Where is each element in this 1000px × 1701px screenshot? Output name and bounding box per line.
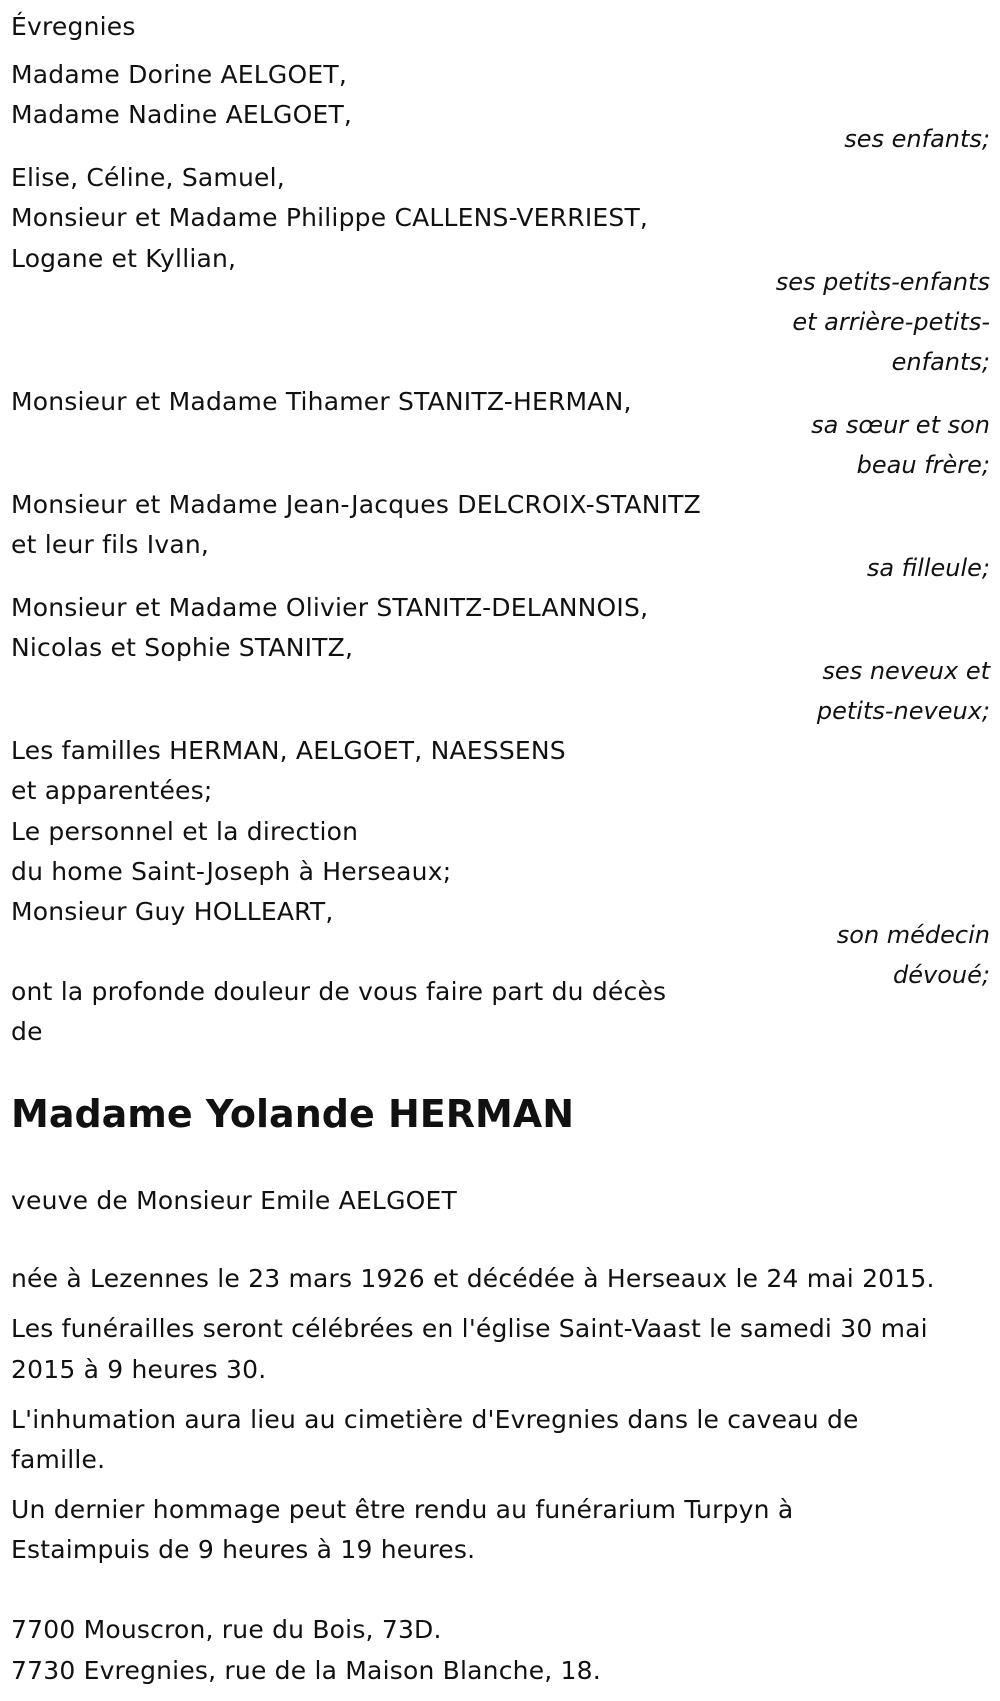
mourner-line: et apparentées; — [11, 776, 213, 805]
mourner-line: Monsieur et Madame Olivier STANITZ-DELANNOIS, — [11, 593, 649, 622]
mourner-line: Le personnel et la direction — [11, 817, 359, 846]
detail-line: née à Lezennes le 23 mars 1926 et décédée à Herseaux le 24 mai 2015. — [11, 1264, 935, 1293]
relation-label: dévoué; — [893, 961, 990, 989]
announcement-line: ont la profonde douleur de vous faire part du décès — [11, 977, 667, 1006]
detail-line: Un dernier hommage peut être rendu au funérarium Turpyn à — [11, 1495, 794, 1524]
detail-line: L'inhumation aura lieu au cimetière d'Evregnies dans le caveau de — [11, 1405, 859, 1434]
place-heading: Évregnies — [11, 12, 136, 41]
relation-label: ses petits-enfants — [775, 268, 990, 296]
announcement-line: de — [11, 1017, 43, 1046]
address-line: 7730 Evregnies, rue de la Maison Blanche, 18. — [11, 1656, 601, 1685]
mourner-line: Logane et Kyllian, — [11, 244, 237, 273]
detail-line: Estaimpuis de 9 heures à 19 heures. — [11, 1535, 476, 1564]
mourner-line: Madame Dorine AELGOET, — [11, 60, 347, 89]
mourner-line: Les familles HERMAN, AELGOET, NAESSENS — [11, 736, 566, 765]
mourner-line: Monsieur Guy HOLLEART, — [11, 897, 334, 926]
deceased-name: Madame Yolande HERMAN — [11, 1092, 575, 1136]
mourner-line: du home Saint-Joseph à Herseaux; — [11, 857, 452, 886]
widow-of-line: veuve de Monsieur Emile AELGOET — [11, 1186, 457, 1215]
mourner-line: Monsieur et Madame Tihamer STANITZ-HERMAN, — [11, 387, 632, 416]
mourner-line: Elise, Céline, Samuel, — [11, 163, 285, 192]
relation-label: enfants; — [891, 348, 990, 376]
mourner-line: et leur fils Ivan, — [11, 530, 210, 559]
mourner-line: Madame Nadine AELGOET, — [11, 100, 353, 129]
detail-line: famille. — [11, 1445, 106, 1474]
address-line: 7700 Mouscron, rue du Bois, 73D. — [11, 1615, 442, 1644]
detail-line: Les funérailles seront célébrées en l'église Saint-Vaast le samedi 30 mai — [11, 1314, 928, 1343]
relation-label: son médecin — [836, 921, 990, 949]
detail-line: 2015 à 9 heures 30. — [11, 1355, 267, 1384]
relation-label: beau frère; — [856, 451, 990, 479]
mourner-line: Monsieur et Madame Jean-Jacques DELCROIX-STANITZ — [11, 490, 701, 519]
relation-label: petits-neveux; — [816, 697, 990, 725]
relation-label: ses neveux et — [822, 657, 990, 685]
relation-label: ses enfants; — [844, 125, 990, 153]
relation-label: et arrière-petits- — [792, 308, 990, 336]
mourner-line: Monsieur et Madame Philippe CALLENS-VERRIEST, — [11, 203, 649, 232]
relation-label: sa sœur et son — [811, 411, 990, 439]
mourner-line: Nicolas et Sophie STANITZ, — [11, 633, 354, 662]
relation-label: sa filleule; — [866, 554, 990, 582]
